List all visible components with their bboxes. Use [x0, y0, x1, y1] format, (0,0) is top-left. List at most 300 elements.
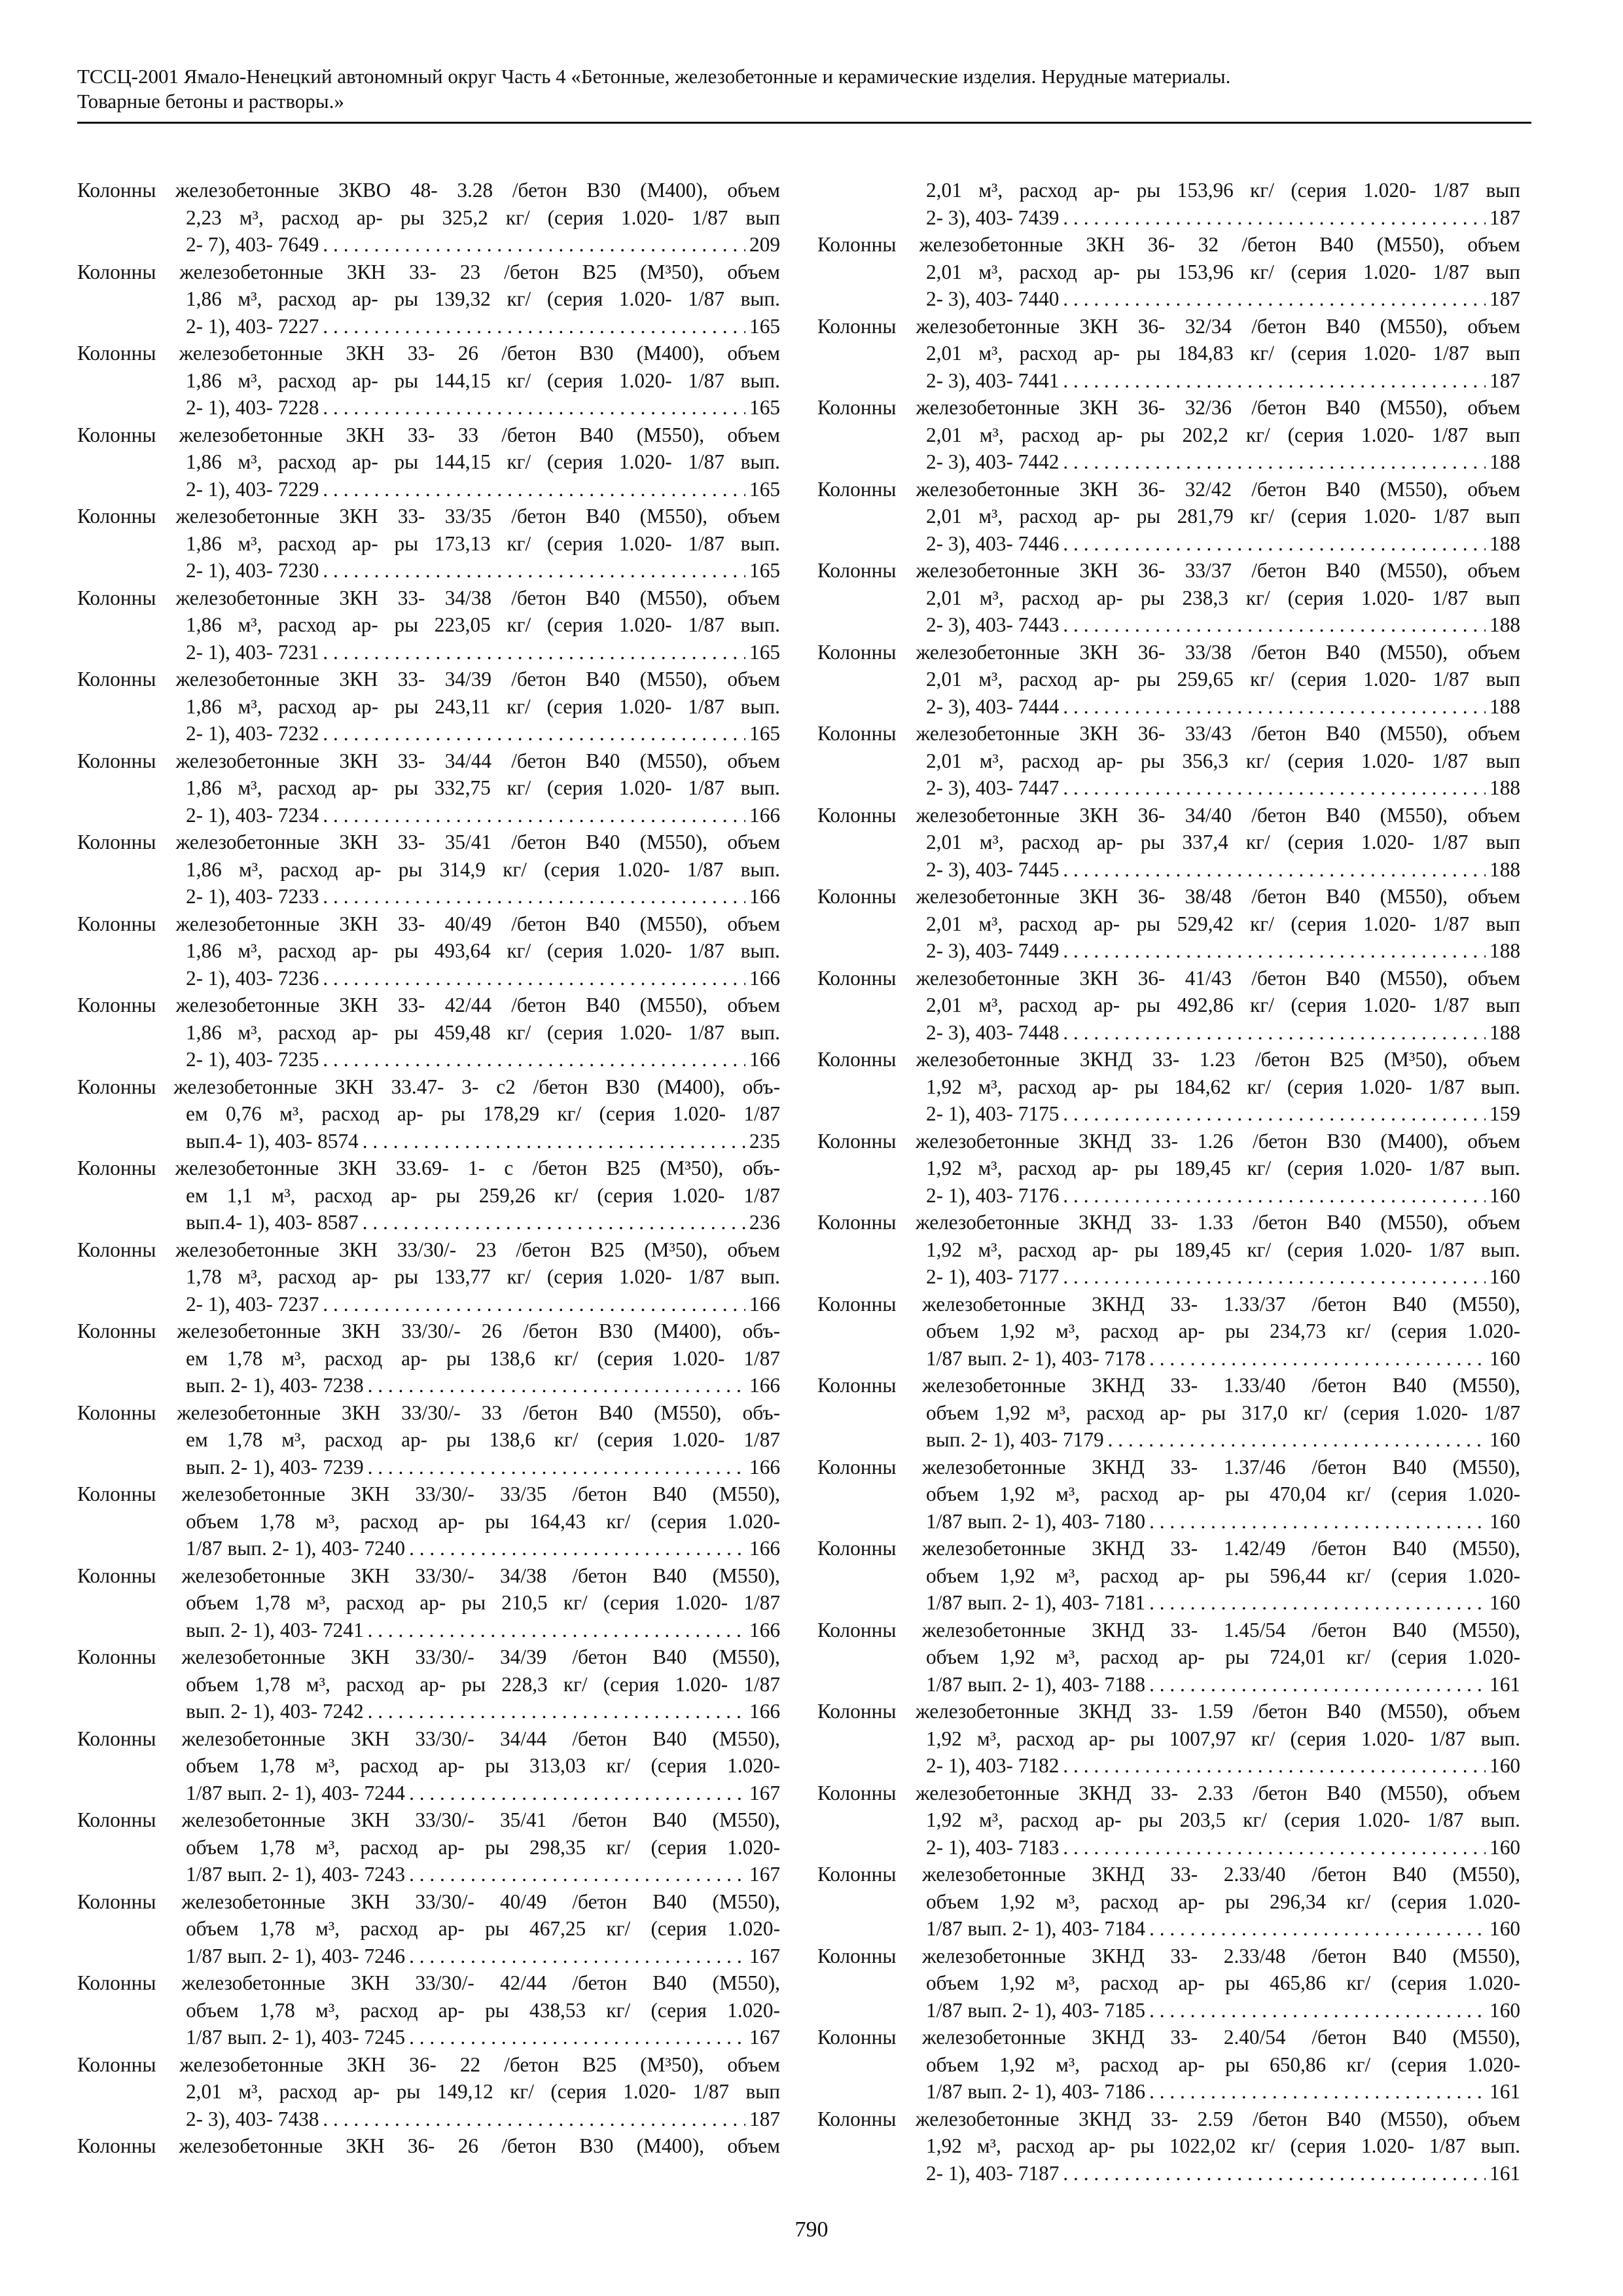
entry-title-line: Колонны железобетонные 3КН 36- 34/40 /бетон В40 (М550), объем: [817, 803, 1520, 827]
entry-detail-line: 2,01 м³, расход ар- ры 238,3 кг/ (серия 1.020- 1/87 вып: [926, 586, 1520, 609]
entry-detail-line: 1,92 м³, расход ар- ры 189,45 кг/ (серия 1.020- 1/87 вып.: [926, 1238, 1520, 1261]
entry-detail-line: [817, 1671, 1520, 1698]
index-entry: [77, 1562, 780, 1644]
entry-text: 1/87 вып. 2- 1), 403- 7181: [926, 1591, 1146, 1614]
entry-title-line: Колонны железобетонные 3КН 33/30/- 42/44 /бетон В40 (М550),: [77, 1971, 780, 1994]
entry-detail-line: объем 1,92 м³, расход ар- ры 724,01 кг/ (серия 1.020-: [926, 1645, 1520, 1668]
entry-detail-line: [77, 2106, 780, 2133]
index-entry: [817, 1128, 1520, 1210]
entry-page-ref: 165: [749, 396, 780, 419]
entry-page-ref: 188: [1489, 613, 1520, 636]
index-entry: [817, 1698, 1520, 1780]
header-title-line-1: ТССЦ-2001 Ямало-Ненецкий автономный округ Часть 4 «Бетонные, железобетонные и керамические изделия. Нерудные материалы.: [77, 65, 1231, 88]
entry-detail-line: объем 1,92 м³, расход ар- ры 317,0 кг/ (серия 1.020- 1/87: [926, 1401, 1520, 1424]
entry-page-ref: 166: [749, 885, 780, 908]
index-entry: [817, 177, 1520, 231]
entry-detail-line: 2,01 м³, расход ар- ры 337,4 кг/ (серия 1.020- 1/87 вып: [926, 831, 1520, 853]
dot-leader: [323, 1046, 745, 1073]
entry-text: 2- 1), 403- 7235: [186, 1048, 319, 1071]
entry-page-ref: 188: [1489, 1020, 1520, 1044]
index-entry: [817, 2106, 1520, 2187]
dot-leader: [323, 883, 745, 910]
index-column-right: [817, 177, 1520, 2187]
entry-title-line: Колонны железобетонные 3КН 33.47- 3- с2 /бетон В30 (М400), объ-: [77, 1075, 780, 1098]
entry-detail-line: 2,01 м³, расход ар- ры 529,42 кг/ (серия 1.020- 1/87 вып: [926, 912, 1520, 935]
entry-page-ref: 165: [749, 477, 780, 501]
entry-text: вып. 2- 1), 403- 7242: [186, 1700, 364, 1723]
entry-detail-line: [77, 1291, 780, 1318]
entry-detail-line: объем 1,78 м³, расход ар- ры 210,5 кг/ (серия 1.020- 1/87: [186, 1591, 780, 1614]
entry-detail-line: объем 1,78 м³, расход ар- ры 298,35 кг/ (серия 1.020-: [186, 1835, 780, 1859]
entry-page-ref: 160: [1489, 1428, 1520, 1451]
entry-title-line: Колонны железобетонные 3КНД 33- 1.33/37 /бетон В40 (М550),: [817, 1292, 1520, 1316]
entry-text: 1/87 вып. 2- 1), 403- 7243: [186, 1863, 406, 1886]
entry-detail-line: [77, 394, 780, 422]
dot-leader: [1108, 1426, 1486, 1454]
dot-leader: [1149, 2078, 1486, 2106]
entry-text: 2- 3), 403- 7440: [926, 287, 1060, 310]
entry-detail-line: [817, 285, 1520, 313]
index-entry: [817, 1372, 1520, 1454]
dot-leader: [1063, 285, 1486, 313]
dot-leader: [1063, 856, 1486, 884]
entry-detail-line: [77, 639, 780, 666]
entry-detail-line: [817, 856, 1520, 884]
entry-detail-line: 1,92 м³, расход ар- ры 184,62 кг/ (серия 1.020- 1/87 вып.: [926, 1075, 1520, 1098]
entry-detail-line: [77, 313, 780, 340]
entry-detail-line: 2,01 м³, расход ар- ры 356,3 кг/ (серия 1.020- 1/87 вып: [926, 749, 1520, 772]
entry-page-ref: 188: [1489, 694, 1520, 718]
entry-detail-line: [77, 1780, 780, 1807]
entry-title-line: Колонны железобетонные 3КН 33/30/- 34/44 /бетон В40 (М550),: [77, 1727, 780, 1750]
dot-leader: [1063, 530, 1486, 558]
entry-detail-line: объем 1,92 м³, расход ар- ры 296,34 кг/ (серия 1.020-: [926, 1890, 1520, 1913]
entry-page-ref: 187: [1489, 287, 1520, 310]
entry-page-ref: 166: [749, 1374, 780, 1397]
entry-text: 2- 1), 403- 7187: [926, 2161, 1060, 2185]
entry-detail-line: [77, 1209, 780, 1236]
entry-text: 2- 1), 403- 7237: [186, 1292, 319, 1316]
entry-detail-line: 2,01 м³, расход ар- ры 202,2 кг/ (серия 1.020- 1/87 вып: [926, 423, 1520, 446]
entry-text: 2- 1), 403- 7236: [186, 966, 319, 990]
index-entry: [817, 1291, 1520, 1372]
entry-page-ref: 167: [749, 1781, 780, 1804]
entry-text: 2- 1), 403- 7231: [186, 640, 319, 664]
entry-page-ref: 159: [1489, 1102, 1520, 1125]
entry-title-line: Колонны железобетонные 3КН 36- 32 /бетон В40 (М550), объем: [817, 233, 1520, 256]
index-entry: [817, 965, 1520, 1047]
entry-detail-line: [817, 448, 1520, 476]
entry-title-line: Колонны железобетонные 3КНД 33- 1.37/46 /бетон В40 (М550),: [817, 1455, 1520, 1479]
entry-detail-line: [817, 1834, 1520, 1861]
dot-leader: [368, 1617, 745, 1644]
entry-text: 2- 3), 403- 7442: [926, 450, 1060, 473]
entry-title-line: Колонны железобетонные 3КН 36- 26 /бетон В30 (М400), объем: [77, 2134, 780, 2157]
entry-page-ref: 188: [1489, 939, 1520, 962]
entry-detail-line: [817, 1752, 1520, 1780]
entry-page-ref: 166: [749, 1700, 780, 1723]
entry-page-ref: 165: [749, 314, 780, 338]
entry-detail-line: [817, 1263, 1520, 1291]
entry-detail-line: [77, 720, 780, 747]
entry-detail-line: [817, 1345, 1520, 1372]
index-entry: [817, 1861, 1520, 1943]
entry-title-line: Колонны железобетонные 3КН 33- 34/39 /бетон В40 (М550), объем: [77, 668, 780, 691]
entry-detail-line: 1,86 м³, расход ар- ры 223,05 кг/ (серия 1.020- 1/87 вып.: [186, 613, 780, 636]
entry-text: 2- 3), 403- 7445: [926, 857, 1060, 881]
entry-text: 2- 3), 403- 7443: [926, 613, 1060, 636]
entry-detail-line: [77, 231, 780, 259]
dot-leader: [363, 1209, 745, 1236]
index-entry: [817, 720, 1520, 802]
entry-detail-line: 1,86 м³, расход ар- ры 332,75 кг/ (серия 1.020- 1/87 вып.: [186, 776, 780, 799]
dot-leader: [323, 394, 745, 422]
dot-leader: [323, 1291, 745, 1318]
dot-leader: [1063, 448, 1486, 476]
index-entry: [817, 313, 1520, 395]
entry-detail-line: 2,01 м³, расход ар- ры 184,83 кг/ (серия 1.020- 1/87 вып: [926, 342, 1520, 365]
entry-detail-line: [77, 2024, 780, 2051]
entry-detail-line: [77, 883, 780, 910]
index-entry: [817, 1535, 1520, 1617]
entry-detail-line: [77, 802, 780, 829]
entry-title-line: Колонны железобетонные 3КН 33- 34/44 /бетон В40 (М550), объем: [77, 749, 780, 772]
index-entry: [817, 1454, 1520, 1535]
entry-detail-line: [77, 1943, 780, 1970]
entry-text: 2- 1), 403- 7182: [926, 1754, 1060, 1777]
entry-text: вып. 2- 1), 403- 7238: [186, 1374, 364, 1397]
entry-detail-line: [817, 2160, 1520, 2187]
entry-title-line: Колонны железобетонные 3КН 33- 26 /бетон В30 (М400), объем: [77, 342, 780, 365]
entry-detail-line: [817, 693, 1520, 721]
index-entry: [77, 340, 780, 422]
entry-detail-line: объем 1,92 м³, расход ар- ры 234,73 кг/ (серия 1.020-: [926, 1319, 1520, 1342]
entry-detail-line: 2,01 м³, расход ар- ры 153,96 кг/ (серия 1.020- 1/87 вып: [926, 179, 1520, 202]
entry-text: 1/87 вып. 2- 1), 403- 7240: [186, 1537, 406, 1560]
dot-leader: [323, 557, 745, 584]
entry-page-ref: 161: [1489, 2080, 1520, 2103]
entry-detail-line: объем 1,78 м³, расход ар- ры 438,53 кг/ (серия 1.020-: [186, 1998, 780, 2022]
entry-title-line: Колонны железобетонные 3КН 36- 33/38 /бетон В40 (М550), объем: [817, 640, 1520, 664]
entry-text: 2- 1), 403- 7183: [926, 1835, 1060, 1859]
dot-leader: [1063, 937, 1486, 965]
dot-leader: [1063, 204, 1486, 232]
index-entry: [77, 2051, 780, 2133]
entry-detail-line: 1,86 м³, расход ар- ры 144,15 кг/ (серия 1.020- 1/87 вып.: [186, 368, 780, 392]
dot-leader: [1063, 1019, 1486, 1047]
entry-page-ref: 167: [749, 1863, 780, 1886]
index-entry: [77, 177, 780, 259]
entry-title-line: Колонны железобетонные 3КН 33- 42/44 /бетон В40 (М550), объем: [77, 994, 780, 1016]
dot-leader: [1063, 1263, 1486, 1291]
entry-detail-line: объем 1,92 м³, расход ар- ры 465,86 кг/ (серия 1.020-: [926, 1971, 1520, 1994]
index-entry: [77, 829, 780, 910]
dot-leader: [1063, 2160, 1486, 2187]
dot-leader: [323, 802, 745, 829]
entry-page-ref: 188: [1489, 531, 1520, 555]
dot-leader: [1063, 774, 1486, 802]
entry-detail-line: [817, 1100, 1520, 1128]
entry-text: вып. 2- 1), 403- 7179: [926, 1428, 1104, 1451]
entry-title-line: Колонны железобетонные 3КНД 33- 1.33/40 /бетон В40 (М550),: [817, 1374, 1520, 1397]
index-entry: [817, 1046, 1520, 1128]
entry-detail-line: объем 1,78 м³, расход ар- ры 228,3 кг/ (серия 1.020- 1/87: [186, 1672, 780, 1696]
entry-title-line: Колонны железобетонные 3КНД 33- 2.33/48 /бетон В40 (М550),: [817, 1944, 1520, 1967]
entry-text: 1/87 вып. 2- 1), 403- 7180: [926, 1509, 1146, 1533]
index-entry: [77, 1480, 780, 1562]
entry-title-line: Колонны железобетонные 3КН 33/30/- 40/49 /бетон В40 (М550),: [77, 1890, 780, 1913]
entry-text: 2- 1), 403- 7176: [926, 1183, 1060, 1207]
entry-detail-line: [817, 1182, 1520, 1210]
entry-page-ref: 166: [749, 1537, 780, 1560]
entry-detail-line: 1,86 м³, расход ар- ры 243,11 кг/ (серия 1.020- 1/87 вып.: [186, 694, 780, 718]
index-entry: [77, 1888, 780, 1970]
entry-detail-line: ем 0,76 м³, расход ар- ры 178,29 кг/ (серия 1.020- 1/87: [186, 1102, 780, 1125]
entry-detail-line: 1,92 м³, расход ар- ры 203,5 кг/ (серия 1.020- 1/87 вып.: [926, 1808, 1520, 1831]
entry-detail-line: [817, 1019, 1520, 1047]
entry-page-ref: 160: [1489, 1591, 1520, 1614]
entry-title-line: Колонны железобетонные 3КНД 33- 1.59 /бетон В40 (М550), объем: [817, 1700, 1520, 1723]
entry-title-line: Колонны железобетонные 3КНД 33- 2.33/40 /бетон В40 (М550),: [817, 1863, 1520, 1886]
entry-detail-line: объем 1,78 м³, расход ар- ры 164,43 кг/ (серия 1.020-: [186, 1509, 780, 1533]
entry-page-ref: 167: [749, 2026, 780, 2049]
entry-title-line: Колонны железобетонные 3КН 36- 33/37 /бетон В40 (М550), объем: [817, 559, 1520, 582]
entry-title-line: Колонны железобетонные 3КН 33- 34/38 /бетон В40 (М550), объем: [77, 586, 780, 609]
entry-detail-line: объем 1,78 м³, расход ар- ры 467,25 кг/ (серия 1.020-: [186, 1917, 780, 1940]
entry-page-ref: 160: [1489, 1509, 1520, 1533]
entry-title-line: Колонны железобетонные 3КНД 33- 1.42/49 /бетон В40 (М550),: [817, 1537, 1520, 1560]
entry-text: 1/87 вып. 2- 1), 403- 7188: [926, 1672, 1146, 1696]
entry-title-line: Колонны железобетонные 3КН 33- 35/41 /бетон В40 (М550), объем: [77, 831, 780, 853]
entry-detail-line: 1,92 м³, расход ар- ры 1007,97 кг/ (серия 1.020- 1/87 вып.: [926, 1727, 1520, 1750]
entry-text: 2- 1), 403- 7228: [186, 396, 319, 419]
entry-page-ref: 166: [749, 1455, 780, 1479]
page-header: [77, 64, 1531, 124]
dot-leader: [1149, 1589, 1486, 1617]
dot-leader: [1063, 693, 1486, 721]
index-entry: [77, 1806, 780, 1888]
entry-title-line: Колонны железобетонные 3КН 36- 32/42 /бетон В40 (М550), объем: [817, 477, 1520, 501]
index-entry: [817, 476, 1520, 558]
entry-page-ref: 161: [1489, 1672, 1520, 1696]
entry-detail-line: 1,86 м³, расход ар- ры 314,9 кг/ (серия 1.020- 1/87 вып.: [186, 857, 780, 881]
entry-text: 1/87 вып. 2- 1), 403- 7186: [926, 2080, 1146, 2103]
entry-detail-line: 1,86 м³, расход ар- ры 493,64 кг/ (серия 1.020- 1/87 вып.: [186, 939, 780, 962]
dot-leader: [323, 720, 745, 747]
entry-title-line: Колонны железобетонные 3КН 36- 33/43 /бетон В40 (М550), объем: [817, 722, 1520, 745]
index-entry: [817, 802, 1520, 884]
index-entry: [817, 1209, 1520, 1291]
entry-detail-line: [817, 1589, 1520, 1617]
entry-title-line: Колонны железобетонные 3КНД 33- 2.59 /бетон В40 (М550), объем: [817, 2107, 1520, 2130]
entry-title-line: Колонны железобетонные 3КН 33- 33 /бетон В40 (М550), объем: [77, 423, 780, 446]
entry-text: 2- 3), 403- 7446: [926, 531, 1060, 555]
entry-title-line: Колонны железобетонные 3КН 33/30/- 26 /бетон В30 (М400), объ-: [77, 1319, 780, 1342]
entry-page-ref: 236: [749, 1211, 780, 1234]
entry-detail-line: [817, 774, 1520, 802]
index-entry: [817, 394, 1520, 476]
entry-text: 1/87 вып. 2- 1), 403- 7178: [926, 1346, 1146, 1370]
entry-text: 2- 1), 403- 7230: [186, 559, 319, 582]
entry-page-ref: 160: [1489, 1998, 1520, 2022]
entry-title-line: Колонны железобетонные 3КН 33/30/- 35/41 /бетон В40 (М550),: [77, 1808, 780, 1831]
entry-detail-line: [817, 937, 1520, 965]
entry-detail-line: 1,86 м³, расход ар- ры 173,13 кг/ (серия 1.020- 1/87 вып.: [186, 531, 780, 555]
entry-page-ref: 209: [749, 233, 780, 256]
entry-title-line: Колонны железобетонные 3КНД 33- 1.33 /бетон В40 (М550), объем: [817, 1211, 1520, 1234]
entry-text: 2- 3), 403- 7448: [926, 1020, 1060, 1044]
entry-page-ref: 166: [749, 1618, 780, 1641]
entry-text: 2- 1), 403- 7175: [926, 1102, 1060, 1125]
entry-detail-line: [77, 1861, 780, 1888]
index-entry: [817, 231, 1520, 313]
entry-title-line: Колонны железобетонные 3КН 33- 33/35 /бетон В40 (М550), объем: [77, 505, 780, 528]
entry-title-line: Колонны железобетонные 3КН 33.69- 1- с /бетон В25 (М³50), объ-: [77, 1157, 780, 1179]
dot-leader: [1063, 367, 1486, 395]
entry-text: 1/87 вып. 2- 1), 403- 7184: [926, 1917, 1146, 1940]
entry-page-ref: 165: [749, 640, 780, 664]
dot-leader: [1149, 1508, 1486, 1535]
entry-page-ref: 188: [1489, 450, 1520, 473]
dot-leader: [1063, 1834, 1486, 1861]
dot-leader: [368, 1698, 745, 1725]
dot-leader: [323, 2106, 745, 2133]
dot-leader: [1063, 1752, 1486, 1780]
index-entry: [77, 1155, 780, 1236]
entry-detail-line: [817, 2078, 1520, 2106]
entry-title-line: Колонны железобетонные 3КН 36- 41/43 /бетон В40 (М550), объем: [817, 966, 1520, 990]
entry-detail-line: 2,01 м³, расход ар- ры 153,96 кг/ (серия 1.020- 1/87 вып: [926, 260, 1520, 283]
dot-leader: [1063, 611, 1486, 639]
entry-detail-line: [817, 530, 1520, 558]
entry-detail-line: 1,86 м³, расход ар- ры 459,48 кг/ (серия 1.020- 1/87 вып.: [186, 1020, 780, 1044]
dot-leader: [323, 965, 745, 992]
index-entry: [77, 1969, 780, 2051]
dot-leader: [1149, 1345, 1486, 1372]
entry-text: 2- 3), 403- 7439: [926, 206, 1060, 229]
entry-detail-line: [77, 557, 780, 584]
entry-text: 2- 3), 403- 7447: [926, 776, 1060, 799]
entry-page-ref: 161: [1489, 2161, 1520, 2185]
entry-detail-line: [77, 1046, 780, 1073]
entry-page-ref: 160: [1489, 1346, 1520, 1370]
entry-text: 2- 1), 403- 7232: [186, 722, 319, 745]
entry-title-line: Колонны железобетонные 3КНД 33- 1.23 /бетон В25 (М³50), объем: [817, 1048, 1520, 1071]
dot-leader: [368, 1372, 745, 1399]
entry-text: 2- 1), 403- 7233: [186, 885, 319, 908]
entry-page-ref: 187: [1489, 206, 1520, 229]
entry-detail-line: 2,01 м³, расход ар- ры 149,12 кг/ (серия 1.020- 1/87 вып: [186, 2080, 780, 2103]
entry-detail-line: [77, 1698, 780, 1725]
index-entry: [77, 259, 780, 340]
entry-text: 2- 3), 403- 7444: [926, 694, 1060, 718]
entry-title-line: Колонны железобетонные 3КН 33/30/- 34/38 /бетон В40 (М550),: [77, 1564, 780, 1587]
entry-detail-line: 1,92 м³, расход ар- ры 189,45 кг/ (серия 1.020- 1/87 вып.: [926, 1157, 1520, 1179]
entry-page-ref: 235: [749, 1129, 780, 1153]
entry-detail-line: 2,01 м³, расход ар- ры 281,79 кг/ (серия 1.020- 1/87 вып: [926, 505, 1520, 528]
entry-page-ref: 166: [749, 966, 780, 990]
entry-page-ref: 188: [1489, 776, 1520, 799]
index-entry: [817, 2024, 1520, 2106]
entry-title-line: Колонны железобетонные 3КН 36- 38/48 /бетон В40 (М550), объем: [817, 885, 1520, 908]
dot-leader: [363, 1128, 745, 1155]
entry-title-line: Колонны железобетонные 3КНД 33- 2.40/54 /бетон В40 (М550),: [817, 2026, 1520, 2049]
index-entry: [77, 1725, 780, 1807]
entry-detail-line: [77, 1617, 780, 1644]
index-entry: [77, 503, 780, 584]
entry-detail-line: [77, 1372, 780, 1399]
entry-page-ref: 167: [749, 1944, 780, 1967]
entry-title-line: Колонны железобетонные 3КН 36- 22 /бетон В25 (М³50), объем: [77, 2053, 780, 2076]
index-entry: [77, 1399, 780, 1481]
entry-title-line: Колонны железобетонные 3КНД 33- 1.26 /бетон В30 (М400), объем: [817, 1129, 1520, 1153]
entry-page-ref: 160: [1489, 1183, 1520, 1207]
entry-detail-line: [817, 204, 1520, 232]
entry-text: 2- 3), 403- 7449: [926, 939, 1060, 962]
index-entry: [77, 1073, 780, 1155]
entry-detail-line: объем 1,92 м³, расход ар- ры 470,04 кг/ (серия 1.020-: [926, 1482, 1520, 1505]
entry-detail-line: [817, 1997, 1520, 2024]
entry-detail-line: [817, 367, 1520, 395]
index-entry: [817, 639, 1520, 721]
dot-leader: [323, 313, 745, 340]
header-title-line-2: Товарные бетоны и растворы.»: [77, 90, 344, 113]
index-entry: [817, 883, 1520, 965]
dot-leader: [323, 231, 745, 259]
index-entry: [77, 1236, 780, 1318]
entry-text: вып. 2- 1), 403- 7239: [186, 1455, 364, 1479]
entry-detail-line: объем 1,92 м³, расход ар- ры 650,86 кг/ (серия 1.020-: [926, 2053, 1520, 2076]
index-entry: [77, 584, 780, 666]
entry-page-ref: 165: [749, 559, 780, 582]
entry-title-line: Колонны железобетонные 3КН 33/30/- 23 /бетон В25 (М³50), объем: [77, 1238, 780, 1261]
entry-detail-line: объем 1,78 м³, расход ар- ры 313,03 кг/ (серия 1.020-: [186, 1754, 780, 1777]
dot-leader: [409, 1780, 745, 1807]
entry-page-ref: 166: [749, 1292, 780, 1316]
entry-detail-line: 1,78 м³, расход ар- ры 133,77 кг/ (серия 1.020- 1/87 вып.: [186, 1265, 780, 1288]
dot-leader: [1149, 1671, 1486, 1698]
page-number: 790: [794, 2217, 829, 2242]
index-entry: [77, 910, 780, 992]
entry-page-ref: 165: [749, 722, 780, 745]
entry-page-ref: 160: [1489, 1835, 1520, 1859]
entry-text: вып.4- 1), 403- 8587: [186, 1211, 359, 1234]
entry-detail-line: [817, 611, 1520, 639]
dot-leader: [409, 1943, 745, 1970]
dot-leader: [1149, 1997, 1486, 2024]
entry-page-ref: 188: [1489, 857, 1520, 881]
entry-title-line: Колонны железобетонные 3КН 33/30/- 33/35 /бетон В40 (М550),: [77, 1482, 780, 1505]
entry-page-ref: 187: [749, 2107, 780, 2130]
dot-leader: [323, 639, 745, 666]
entry-detail-line: [817, 1915, 1520, 1943]
index-entry: [77, 422, 780, 503]
entry-title-line: Колонны железобетонные 3КН 33- 40/49 /бетон В40 (М550), объем: [77, 912, 780, 935]
entry-text: вып.4- 1), 403- 8574: [186, 1129, 359, 1153]
entry-detail-line: 2,01 м³, расход ар- ры 259,65 кг/ (серия 1.020- 1/87 вып: [926, 668, 1520, 691]
entry-text: 1/87 вып. 2- 1), 403- 7185: [926, 1998, 1146, 2022]
entry-detail-line: [77, 1128, 780, 1155]
index-entry: [817, 1617, 1520, 1698]
index-column-left: [77, 177, 780, 2160]
dot-leader: [1063, 1100, 1486, 1128]
entry-text: 2- 3), 403- 7441: [926, 368, 1060, 392]
index-entry: [77, 1318, 780, 1399]
index-entry: [77, 2132, 780, 2160]
index-entry: [817, 1780, 1520, 1861]
entry-text: 2- 1), 403- 7229: [186, 477, 319, 501]
index-entry: [817, 1943, 1520, 2024]
